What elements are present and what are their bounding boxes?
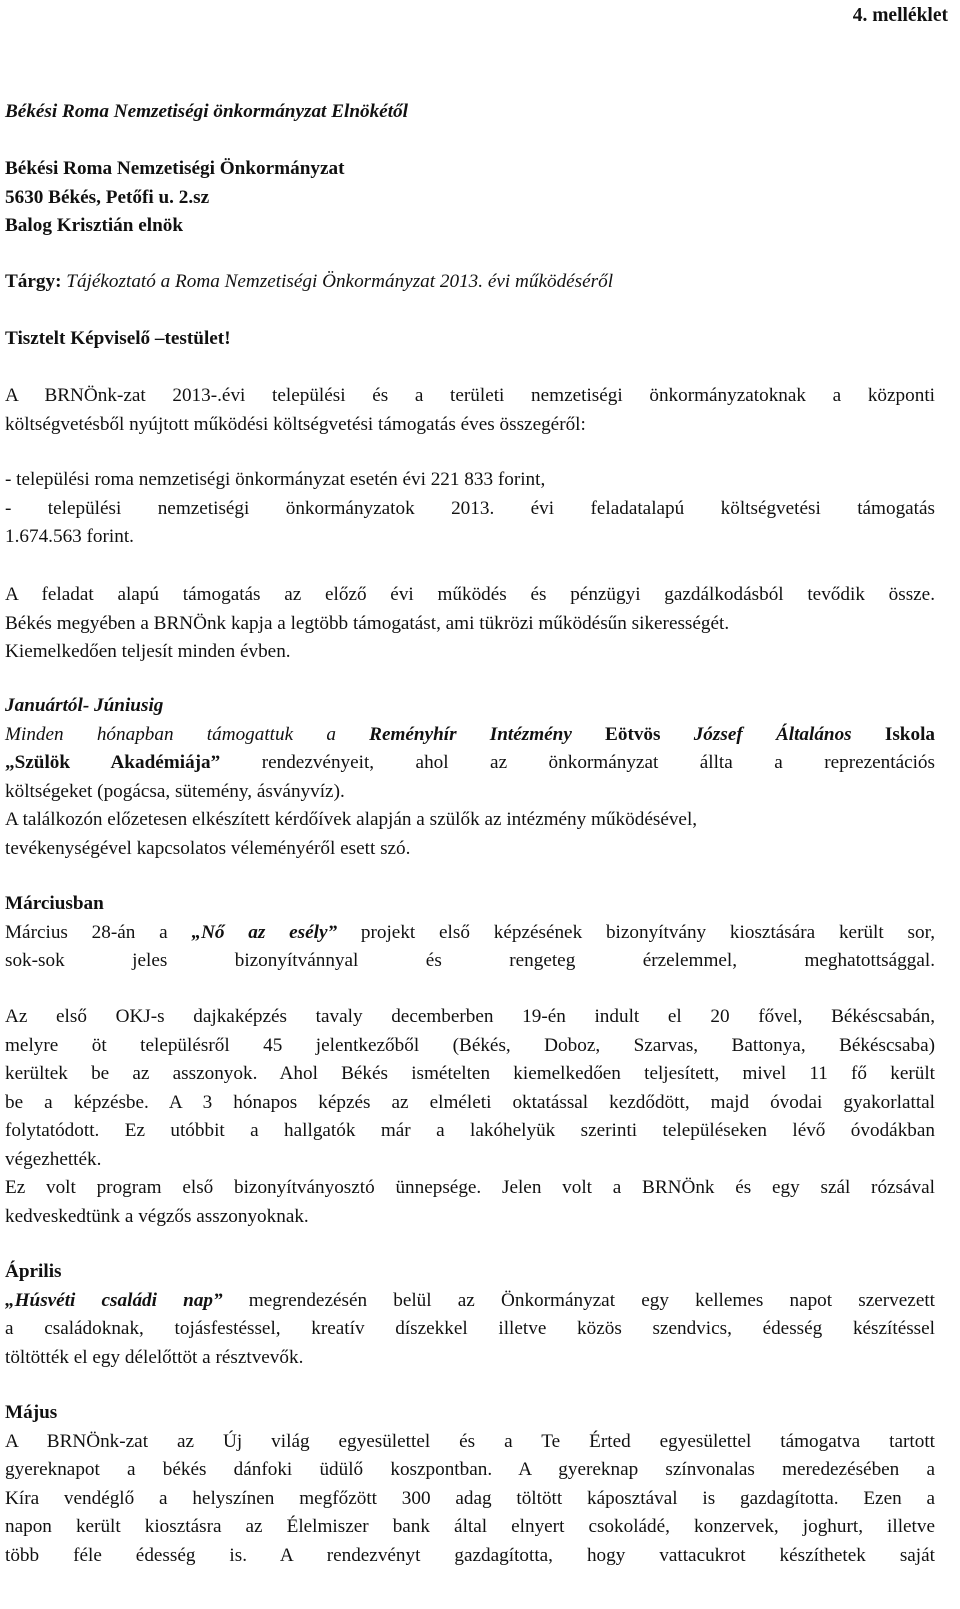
section-april [5, 1258, 935, 1372]
text-line: tevékenységével kapcsolatos véleményéről esett szó. [5, 837, 411, 859]
text-line: Békés megyében a BRNÖnk kapja a legtöbb támogatást, ami tükrözi működésűn sikerességét. [5, 612, 730, 634]
text-run: József Általános [693, 723, 852, 745]
section-march [5, 890, 935, 976]
support-list [5, 466, 935, 552]
text-run: Minden hónapban támogattuk a [5, 723, 370, 745]
text-line: végezhették. [5, 1148, 102, 1170]
summary-paragraph [5, 581, 935, 667]
text-line: A BRNÖnk-zat 2013-.évi települési és a területi nemzetiségi önkormányzatoknak a központi [5, 385, 935, 406]
text-line: A feladat alapú támogatás az előző évi működés és pénzügyi gazdálkodásból tevődik össze. [5, 584, 935, 605]
text-run: Iskola [851, 723, 935, 745]
text-line: gyereknapot a békés dánfoki üdülő koszpontban. A gyereknap színvonalas meredezésében a [5, 1459, 935, 1480]
text-line [5, 1287, 935, 1316]
okj-paragraph [5, 1003, 935, 1231]
text-line [5, 721, 935, 750]
subject-text: Tájékoztató a Roma Nemzetiségi Önkormányzat 2013. évi működéséről [66, 271, 614, 292]
text-line: a családoknak, tojásfestéssel, kreatív díszekkel illetve közös szendvics, édesség készítéssel [5, 1318, 935, 1339]
text-line: sok-sok jeles bizonyítvánnyal és rengeteg érzelemmel, meghatottsággal. [5, 950, 935, 971]
text-line: napon került kiosztásra az Élelmiszer bank által elnyert csokoládé, konzervek, joghurt, illetve [5, 1516, 935, 1537]
text-line: költségvetésből nyújtott működési költségvetési támogatás éves összegéről: [5, 413, 586, 435]
text-line: melyre öt településről 45 jelentkezőből (Békés, Doboz, Szarvas, Battonya, Békéscsaba) [5, 1034, 935, 1056]
text-line: A találkozón előzetesen elkészített kérdőívek alapján a szülők az intézmény működésével, [5, 809, 698, 830]
section-heading: Márciusban [5, 893, 104, 914]
section-heading: Május [5, 1402, 58, 1423]
text-line [5, 749, 935, 778]
text-run: Március 28-án a [5, 921, 192, 943]
section-january-june [5, 692, 935, 863]
text-run: rendezvényeit, ahol az önkormányzat állta a reprezentációs [220, 752, 935, 773]
text-run: projekt első képzésének bizonyítvány kiosztására került sor, [337, 921, 935, 943]
sender-line: Békési Roma Nemzetiségi önkormányzat Elnökétől [5, 101, 408, 122]
text-line: töltötték el egy délelőttöt a résztvevők. [5, 1346, 304, 1368]
text-run: „Húsvéti családi nap” [5, 1289, 223, 1311]
text-line: kerültek be az asszonyok. Ahol Békés ismételten kiemelkedően teljesített, mivel 11 fő került [5, 1063, 935, 1084]
address-line: 5630 Békés, Petőfi u. 2.sz [5, 186, 210, 208]
text-line: több féle édesség is. A rendezvényt gazdagította, hogy vattacukrot készíthetek saját [5, 1544, 935, 1566]
text-line: A BRNÖnk-zat az Új világ egyesülettel és a Te Érted egyesülettel támogatva tartott [5, 1430, 935, 1452]
list-item: 1.674.563 forint. [5, 526, 134, 547]
text-line: Kíra vendéglő a helyszínen megfőzött 300 adag töltött káposztával is gazdagította. Ezen a [5, 1487, 935, 1509]
text-line: Ez volt program első bizonyítványosztó ünnepsége. Jelen volt a BRNÖnk és egy szál rózsával [5, 1177, 935, 1198]
text-line: Kiemelkedően teljesít minden évben. [5, 641, 291, 662]
text-run: Eötvös [571, 723, 694, 745]
text-run: Reményhír Intézmény [369, 723, 572, 745]
text-run: „Szülök Akadémiája” [5, 752, 221, 773]
salutation: Tisztelt Képviselő –testület! [5, 328, 231, 349]
subject-line [5, 268, 613, 297]
recipient-address [5, 155, 344, 241]
section-may [5, 1399, 935, 1570]
text-line: kedveskedtünk a végzős asszonyoknak. [5, 1205, 309, 1227]
text-line: költségeket (pogácsa, sütemény, ásványvíz). [5, 780, 345, 802]
address-line: Balog Krisztián elnök [5, 215, 184, 236]
subject-label: Tárgy: [5, 271, 67, 292]
text-line [5, 919, 935, 948]
text-line: Az első OKJ-s dajkaképzés tavaly decemberben 19-én indult el 20 fővel, Békéscsabán, [5, 1006, 935, 1027]
text-line: folytatódott. Ez utóbbit a hallgatók már a lakóhelyük szerinti településeken lévő óvodákban [5, 1120, 935, 1141]
list-item: - települési nemzetiségi önkormányzatok 2013. évi feladatalapú költségvetési támogatás [5, 497, 935, 519]
text-line: be a képzésbe. A 3 hónapos képzés az elméleti oktatással kezdődött, majd óvodai gyakorlattal [5, 1091, 935, 1113]
section-heading: Januártól- Júniusig [5, 695, 164, 716]
annex-label: 4. melléklet [852, 5, 948, 26]
address-line: Békési Roma Nemzetiségi Önkormányzat [5, 158, 345, 179]
intro-paragraph [5, 382, 935, 439]
list-item: - települési roma nemzetiségi önkormányzat esetén évi 221 833 forint, [5, 469, 546, 490]
text-run: megrendezésén belül az Önkormányzat egy kellemes napot szervezett [222, 1289, 935, 1311]
section-heading: Április [5, 1261, 62, 1282]
text-run: „Nő az esély” [191, 921, 338, 943]
